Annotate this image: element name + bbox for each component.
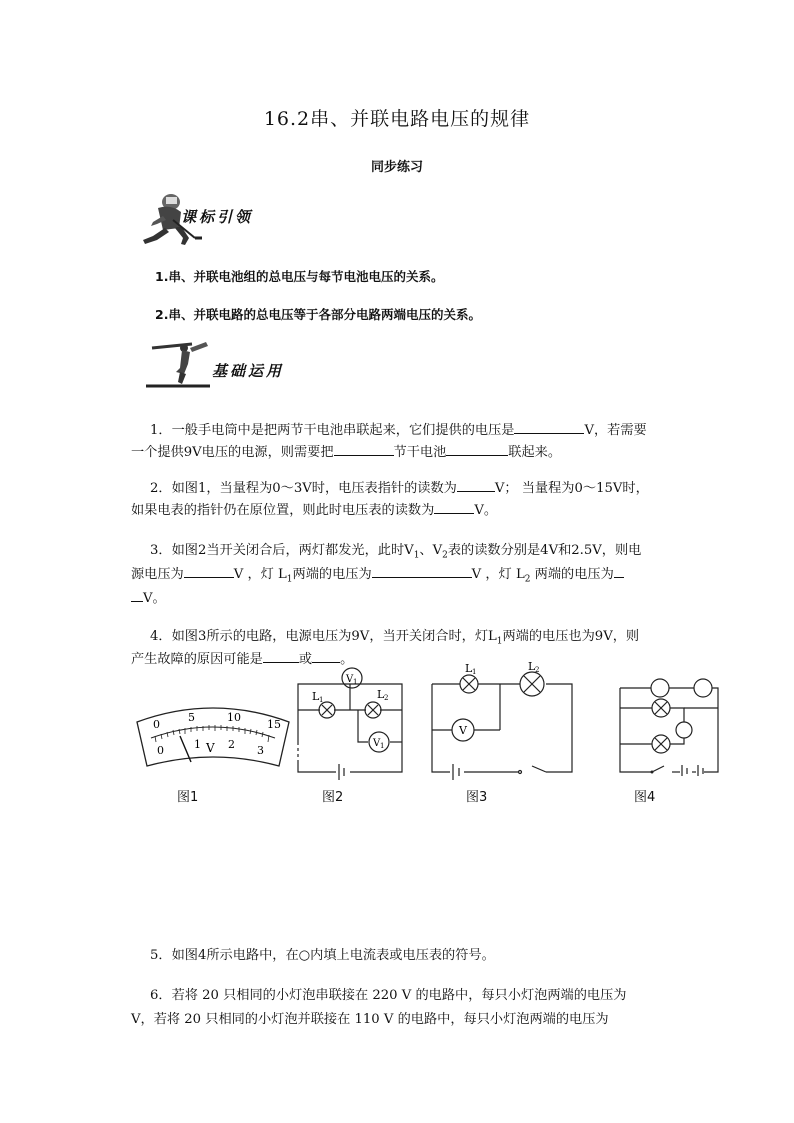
scale-bottom-label: 3 bbox=[257, 744, 264, 757]
question-2-line-1: 2．如图1，当量程为0～3V时，电压表指针的读数为 V； 当量程为0～15V时， bbox=[150, 476, 649, 501]
question-6-line-2: V，若将 20 只相同的小灯泡并联接在 110 V 的电路中，每只小灯泡两端的电压为 bbox=[131, 1012, 609, 1027]
question-6-line-1: 6．若将 20 只相同的小灯泡串联接在 220 V 的电路中，每只小灯泡两端的电压为 bbox=[150, 988, 627, 1003]
figure-1-caption: 图1 bbox=[177, 790, 199, 805]
figure-1-voltmeter-dial bbox=[133, 700, 293, 780]
answer-blank bbox=[434, 499, 474, 514]
answer-blank bbox=[614, 563, 624, 578]
question-4-line-2: 产生故障的原因可能是 或 。 bbox=[131, 647, 353, 672]
answer-blank bbox=[131, 587, 143, 602]
objective-item: 1.串、并联电池组的总电压与每节电池电压的关系。 bbox=[155, 269, 444, 284]
answer-blank bbox=[372, 563, 472, 578]
question-3-line-2: 源电压为 V ，灯 $L_1$两端的电压为 V ，灯 $L_2$ 两端的电压为 bbox=[131, 562, 624, 593]
question-2-line-2: 如果电表的指针仍在原位置，则此时电压表的读数为 V。 bbox=[131, 498, 497, 523]
page-subtitle: 同步练习 bbox=[370, 160, 423, 175]
scale-bottom-label: 1 bbox=[194, 738, 201, 751]
svg-text:1: 1 bbox=[380, 742, 385, 750]
figure-4-caption: 图4 bbox=[634, 790, 656, 805]
scale-top-label: 10 bbox=[227, 711, 241, 724]
answer-blank bbox=[446, 441, 508, 456]
svg-text:1: 1 bbox=[472, 668, 477, 676]
svg-text:V: V bbox=[373, 738, 381, 749]
svg-text:2: 2 bbox=[384, 694, 389, 702]
figure-3-caption: 图3 bbox=[466, 790, 488, 805]
question-1-line-2: 一个提供9V电压的电源，则需要把 节干电池 联起来。 bbox=[131, 440, 561, 465]
svg-text:V: V bbox=[459, 724, 467, 737]
question-1-line-1: 1．一般手电筒中是把两节干电池串联起来，它们提供的电压是 V，若需要 bbox=[150, 418, 647, 443]
svg-text:1: 1 bbox=[319, 696, 324, 704]
gymnast-icon bbox=[146, 338, 212, 390]
scale-top-label: 5 bbox=[188, 711, 195, 724]
objective-item: 2.串、并联电路的总电压等于各部分电路两端电压的关系。 bbox=[155, 307, 481, 322]
figure-3-circuit bbox=[428, 660, 578, 780]
svg-text:2: 2 bbox=[535, 666, 540, 674]
section-label-objectives: 课标引领 bbox=[181, 208, 254, 226]
scale-top-label: 15 bbox=[267, 718, 281, 731]
section-header-objectives bbox=[133, 190, 283, 250]
svg-text:1: 1 bbox=[353, 678, 358, 686]
svg-text:V: V bbox=[346, 674, 354, 685]
section-label-basic: 基础运用 bbox=[212, 362, 285, 380]
question-3-line-1: 3．如图2当开关闭合后，两灯都发光，此时$V_1$、$V_2$表的读数分别是4V和2.5V，则电 bbox=[150, 543, 642, 561]
scale-bottom-label: 2 bbox=[228, 738, 235, 751]
scale-top-label: 0 bbox=[153, 718, 160, 731]
scale-bottom-label: 0 bbox=[157, 744, 164, 757]
question-3-line-3: V。 bbox=[131, 586, 166, 611]
svg-text:L: L bbox=[465, 662, 473, 675]
answer-blank bbox=[514, 419, 584, 434]
figure-4-circuit bbox=[614, 676, 724, 776]
question-4-line-1: 4．如图3所示的电路，电源电压为9V，当开关闭合时，灯$L_1$两端的电压也为9V，则 bbox=[150, 629, 640, 647]
answer-blank bbox=[457, 477, 495, 492]
figure-2-caption: 图2 bbox=[322, 790, 344, 805]
answer-blank bbox=[184, 563, 234, 578]
page-title: 16.2串、并联电路电压的规律 bbox=[263, 108, 531, 130]
unit-label: V bbox=[206, 741, 215, 755]
svg-text:L: L bbox=[377, 688, 385, 701]
answer-blank bbox=[334, 441, 394, 456]
figure-2-circuit bbox=[292, 660, 412, 780]
section-header-basic bbox=[146, 338, 296, 398]
svg-text:L: L bbox=[312, 690, 320, 703]
question-5: 5．如图4所示电路中，在○内填上电流表或电压表的符号。 bbox=[150, 948, 495, 963]
svg-text:L: L bbox=[528, 660, 536, 673]
